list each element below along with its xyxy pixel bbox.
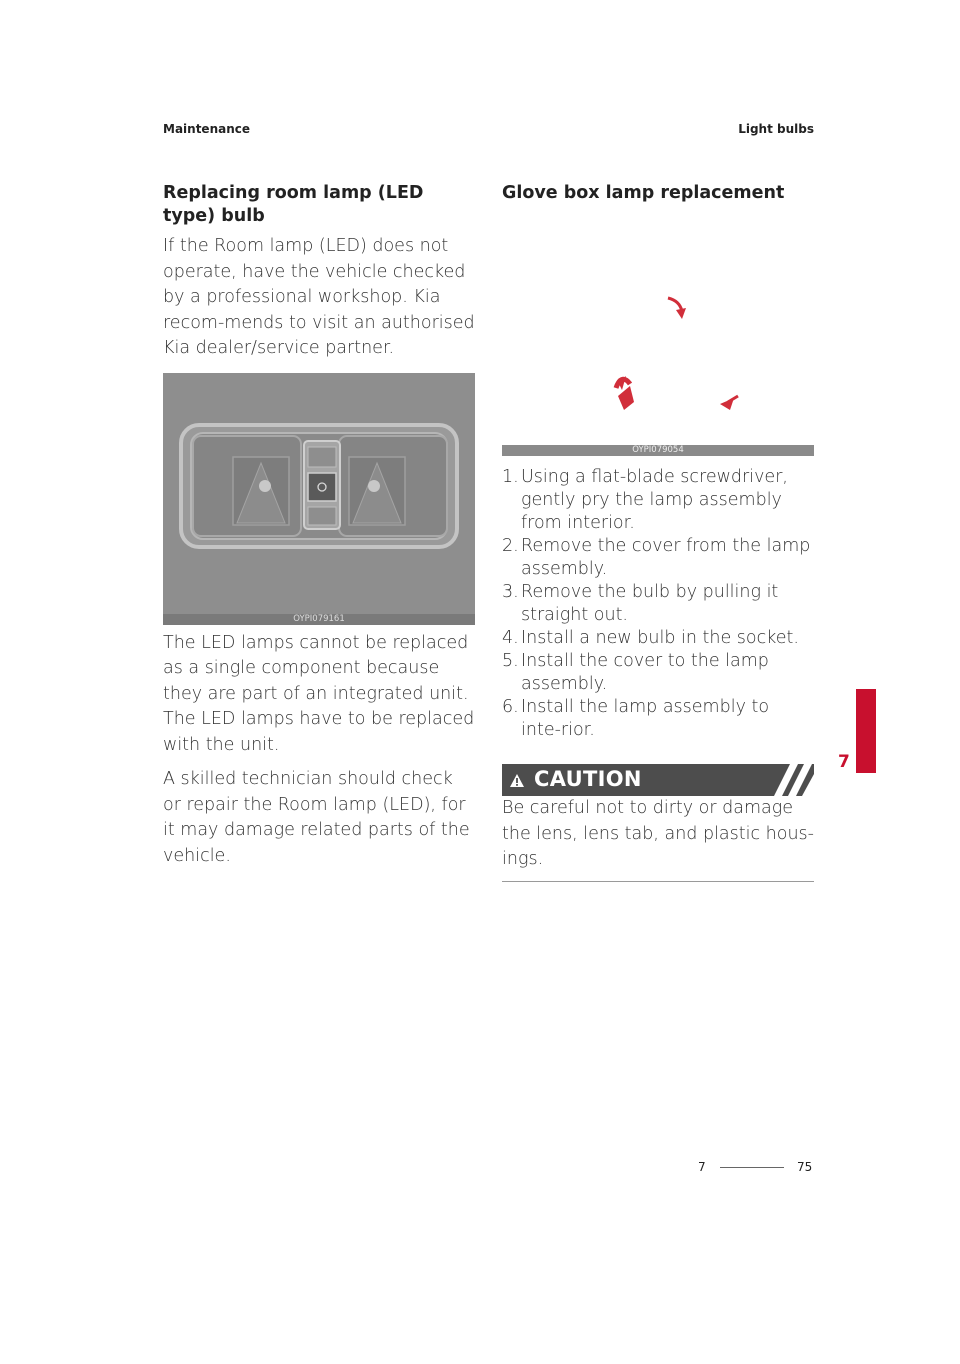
header-section: Maintenance bbox=[163, 122, 251, 136]
step-item bbox=[502, 627, 814, 650]
step-number: 6. bbox=[502, 697, 519, 717]
led-replacement-note: The LED lamps cannot be replaced as a single component because they are part of an integrated unit. The LED lamps have to be replaced with the unit. bbox=[163, 632, 475, 755]
step-text: Install the cover to the lamp assembly. bbox=[521, 651, 769, 694]
room-lamp-figure-code: OYPI079161 bbox=[163, 614, 475, 625]
caution-text: Be careful not to dirty or damage the lens, lens tab, and plastic hous-ings. bbox=[502, 798, 814, 869]
chapter-side-number: 7 bbox=[838, 752, 850, 772]
chapter-side-tab bbox=[856, 689, 876, 773]
glove-box-figure-code: OYPI079054 bbox=[502, 445, 814, 456]
step-number: 1. bbox=[502, 467, 519, 487]
technician-note: A skilled technician should check or repair the Room lamp (LED), for it may damage related parts of the vehicle. bbox=[163, 769, 470, 866]
caution-title: CAUTION bbox=[534, 767, 642, 791]
glove-box-heading: Glove box lamp replacement bbox=[502, 183, 785, 203]
left-column bbox=[163, 182, 475, 869]
step-item bbox=[502, 650, 814, 696]
footer-divider bbox=[720, 1167, 784, 1168]
step-text: Install the lamp assembly to inte-rior. bbox=[521, 697, 770, 740]
step-text: Using a flat-blade screwdriver, gently pry the lamp assembly from interior. bbox=[521, 467, 788, 533]
caution-stripes bbox=[754, 764, 814, 796]
page-number: 75 bbox=[797, 1160, 813, 1174]
step-item bbox=[502, 466, 814, 535]
step-number: 5. bbox=[502, 651, 519, 671]
step-item bbox=[502, 696, 814, 742]
footer-chapter: 7 bbox=[698, 1160, 706, 1174]
glove-box-illustration bbox=[502, 216, 814, 445]
replacement-steps bbox=[502, 466, 814, 742]
step-item bbox=[502, 581, 814, 627]
room-lamp-figure bbox=[163, 373, 475, 625]
step-number: 3. bbox=[502, 582, 519, 602]
step-item bbox=[502, 535, 814, 581]
right-column bbox=[502, 182, 814, 882]
room-lamp-heading: Replacing room lamp (LED type) bulb bbox=[163, 183, 424, 226]
step-text: Install a new bulb in the socket. bbox=[521, 628, 799, 648]
header-topic: Light bulbs bbox=[738, 122, 814, 136]
warning-triangle-icon bbox=[509, 773, 525, 788]
step-number: 2. bbox=[502, 536, 519, 556]
step-text: Remove the bulb by pulling it straight out. bbox=[521, 582, 779, 625]
step-number: 4. bbox=[502, 628, 519, 648]
caution-divider bbox=[502, 881, 814, 882]
caution-banner bbox=[502, 764, 814, 796]
step-text: Remove the cover from the lamp assembly. bbox=[521, 536, 811, 579]
room-lamp-illustration bbox=[163, 373, 475, 614]
room-lamp-intro: If the Room lamp (LED) does not operate, have the vehicle checked by a professional workshop. Kia recom-mends to visit an authorised Kia dealer/service partner. bbox=[163, 236, 475, 358]
glove-box-figure bbox=[502, 216, 814, 456]
